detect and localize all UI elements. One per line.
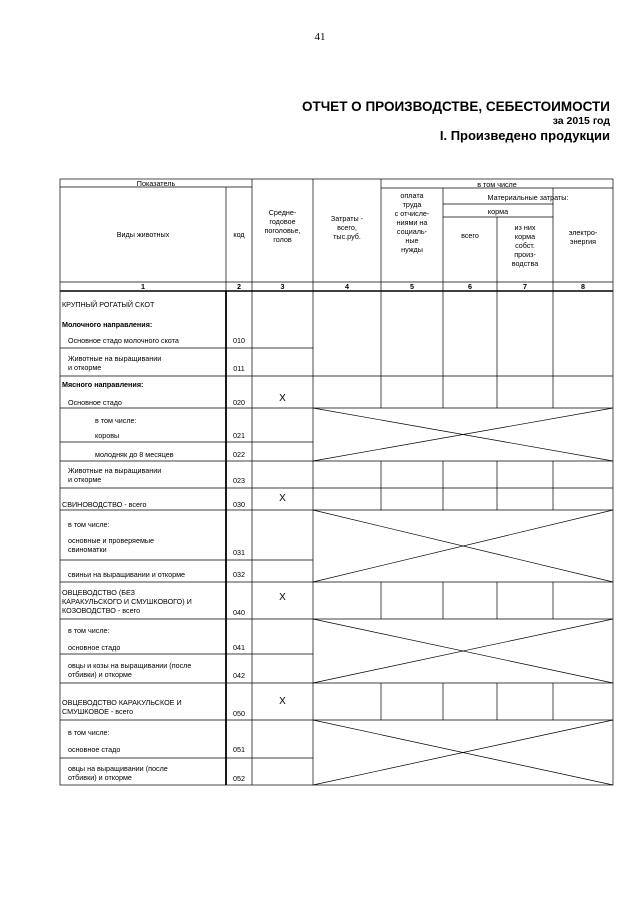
header-feed: корма (487, 207, 509, 216)
row-code-020: 020 (233, 398, 245, 407)
column-number: 6 (468, 282, 472, 291)
column-number: 7 (523, 282, 527, 291)
column-number: 8 (581, 282, 585, 291)
row-label-042: овцы и козы на выращивании (после отбивки) и откорме (68, 661, 192, 679)
including-label: в том числе: (68, 520, 110, 529)
column-number: 5 (410, 282, 414, 291)
row-code-042: 042 (233, 671, 245, 680)
row-code-051: 051 (233, 745, 245, 754)
row-label-052: овцы на выращивании (после отбивки) и откорме (68, 764, 168, 782)
group-dairy: Молочного направления: (62, 320, 153, 329)
row-label-021: коровы (95, 431, 120, 440)
report-year: за 2015 год (552, 115, 610, 127)
x-mark: X (279, 393, 286, 404)
row-code-023: 023 (233, 476, 245, 485)
row-label-032: свиньи на выращивании и откорме (68, 570, 186, 579)
row-code-032: 032 (233, 570, 245, 579)
section-title: I. Произведено продукции (439, 128, 610, 143)
row-code-040: 040 (233, 608, 245, 617)
x-mark: X (279, 696, 286, 707)
header-electricity: электро- энергия (568, 228, 598, 246)
row-code-052: 052 (233, 774, 245, 783)
row-label-051: основное стадо (68, 745, 121, 754)
row-code-031: 031 (233, 548, 245, 557)
row-code-030: 030 (233, 500, 245, 509)
report-title: ОТЧЕТ О ПРОИЗВОДСТВЕ, СЕБЕСТОИМОСТИ (301, 99, 610, 114)
column-number: 4 (345, 282, 349, 291)
row-code-021: 021 (233, 431, 245, 440)
header-costs: Затраты - всего, тыс.руб. (330, 214, 364, 241)
header-code: код (233, 230, 245, 239)
row-label-022: молодняк до 8 месяцев (95, 450, 174, 459)
row-code-050: 050 (233, 709, 245, 718)
row-label-020: Основное стадо (68, 398, 122, 407)
x-mark: X (279, 592, 286, 603)
row-label-031: основные и проверяемые свиноматки (68, 536, 155, 554)
including-label: в том числе: (68, 626, 110, 635)
row-label-041: основное стадо (68, 643, 121, 652)
including-label: в том числе: (68, 728, 110, 737)
header-including: в том числе (477, 180, 517, 189)
column-number: 3 (280, 282, 285, 291)
header-feed-total: всего (461, 231, 479, 240)
row-label-023: Животные на выращивании и откорме (68, 466, 162, 484)
including-label: в том числе: (95, 416, 137, 425)
row-code-022: 022 (233, 450, 245, 459)
row-label-050: ОВЦЕВОДСТВО КАРАКУЛЬСКОЕ И СМУШКОВОЕ - всего (62, 698, 182, 716)
row-code-041: 041 (233, 643, 245, 652)
row-label-040: ОВЦЕВОДСТВО (БЕЗ КАРАКУЛЬСКОГО И СМУШКОВОГО) И КОЗОВОДСТВО - всего (62, 588, 192, 615)
header-avg-head: Средне- годовое поголовье, голов (264, 208, 301, 244)
column-number: 2 (237, 282, 241, 291)
row-label-010: Основное стадо молочного скота (68, 336, 179, 345)
row-code-011: 011 (233, 364, 245, 373)
row-label-030: СВИНОВОДСТВО - всего (62, 500, 147, 509)
row-label-011: Животные на выращивании и откорме (68, 354, 162, 372)
header-material: Материальные затраты: (487, 193, 569, 202)
header-labor: оплата труда с отчисле- ниями на социаль- ные нужды (394, 191, 430, 254)
x-mark: X (279, 493, 286, 504)
group-cattle: КРУПНЫЙ РОГАТЫЙ СКОТ (62, 300, 155, 309)
page-number: 41 (314, 31, 326, 43)
column-number: 1 (141, 282, 145, 291)
group-meat: Мясного направления: (62, 380, 144, 389)
header-indicator: Показатель (136, 179, 176, 188)
header-feed-own: из них корма собст. произ- водства (511, 223, 539, 268)
header-animal-types: Виды животных (116, 230, 170, 239)
row-code-010: 010 (233, 336, 245, 345)
